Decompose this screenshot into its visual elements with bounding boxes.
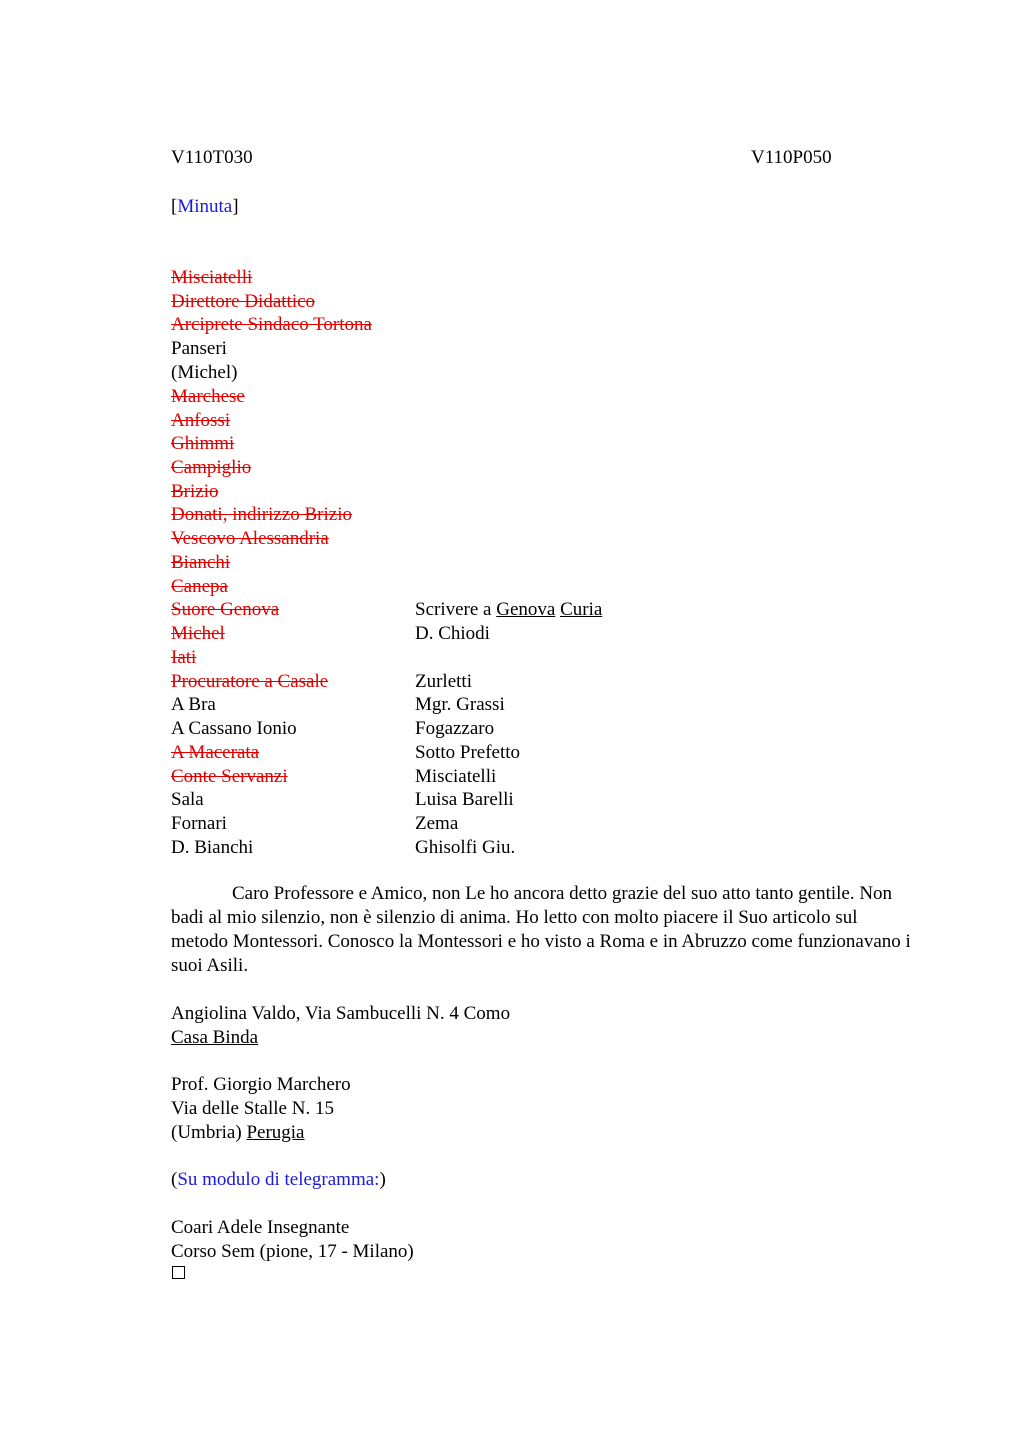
address3-line2: Corso Sem (pione, 17 - Milano) bbox=[171, 1241, 414, 1262]
name-col2-item: Zurletti bbox=[415, 671, 472, 692]
address3-line1: Coari Adele Insegnante bbox=[171, 1217, 350, 1238]
telegram-note bbox=[171, 1168, 386, 1192]
paren-close: ) bbox=[379, 1169, 386, 1190]
name-col1-item: Canepa bbox=[171, 576, 228, 597]
name-col2-item: Mgr. Grassi bbox=[415, 694, 505, 715]
name-col2-item: Zema bbox=[415, 813, 459, 834]
name-col1-item: Vescovo Alessandria bbox=[171, 528, 329, 549]
name-col2-item: Misciatelli bbox=[415, 766, 497, 787]
name-col1-item: Procuratore a Casale bbox=[171, 671, 329, 692]
address2-line2: Via delle Stalle N. 15 bbox=[171, 1098, 334, 1119]
name-col1-item: D. Bianchi bbox=[171, 837, 254, 858]
name-col2-item: Sotto Prefetto bbox=[415, 742, 521, 763]
name-col1-item: Panseri bbox=[171, 338, 227, 359]
name-col1-item: Misciatelli bbox=[171, 267, 253, 288]
address2-line1: Prof. Giorgio Marchero bbox=[171, 1074, 351, 1095]
document-code-right: V110P050 bbox=[751, 147, 832, 168]
address1-line2: Casa Binda bbox=[171, 1027, 259, 1048]
address2-region: (Umbria) bbox=[171, 1122, 242, 1143]
bracket-close: ] bbox=[232, 196, 239, 217]
name-col1-item: Iati bbox=[171, 647, 197, 668]
address1-line1: Angiolina Valdo, Via Sambucelli N. 4 Como bbox=[171, 1003, 511, 1024]
name-col1-item: A Cassano Ionio bbox=[171, 718, 297, 739]
telegram-note-text: Su modulo di telegramma: bbox=[177, 1169, 380, 1190]
name-col1-item: A Bra bbox=[171, 694, 216, 715]
name-col2-item: D. Chiodi bbox=[415, 623, 490, 644]
scrivere-curia: Curia bbox=[560, 599, 603, 620]
empty-box-icon bbox=[172, 1266, 185, 1279]
name-col1-item: A Macerata bbox=[171, 742, 260, 763]
address2-city: Perugia bbox=[246, 1122, 305, 1143]
name-col2-item: Ghisolfi Giu. bbox=[415, 837, 516, 858]
document-code-left: V110T030 bbox=[171, 147, 253, 168]
scrivere-line bbox=[415, 598, 602, 622]
name-col2-item: Luisa Barelli bbox=[415, 789, 514, 810]
minuta-label bbox=[171, 195, 239, 219]
name-col1-item: Marchese bbox=[171, 386, 245, 407]
name-col1-item: Michel bbox=[171, 623, 225, 644]
name-col1-item: (Michel) bbox=[171, 362, 238, 383]
name-col1-item: Suore Genova bbox=[171, 599, 280, 620]
name-col1-item: Direttore Didattico bbox=[171, 291, 316, 312]
minuta-text: Minuta bbox=[177, 196, 233, 217]
name-col1-item: Fornari bbox=[171, 813, 227, 834]
name-col1-item: Conte Servanzi bbox=[171, 766, 288, 787]
name-col2-item: Fogazzaro bbox=[415, 718, 495, 739]
name-col1-item: Bianchi bbox=[171, 552, 231, 573]
name-col1-item: Anfossi bbox=[171, 410, 231, 431]
name-col1-item: Ghimmi bbox=[171, 433, 235, 454]
paren-open: ( bbox=[171, 1169, 178, 1190]
name-col1-item: Donati, indirizzo Brizio bbox=[171, 504, 352, 525]
scrivere-prefix: Scrivere a bbox=[415, 599, 492, 620]
name-col1-item: Arciprete Sindaco Tortona bbox=[171, 314, 372, 335]
address2-line3 bbox=[171, 1121, 305, 1145]
name-col1-item: Campiglio bbox=[171, 457, 252, 478]
scrivere-genova: Genova bbox=[496, 599, 556, 620]
name-col1-item: Brizio bbox=[171, 481, 219, 502]
letter-body: Caro Professore e Amico, non Le ho ancora detto grazie del suo atto tanto gentile. Non badi al mio silenzio, non è silenzio di anima. Ho letto con molto piacere il Suo articolo sul metodo Montessori. Conosco la Montessori e ho visto a Roma e in Abruzzo come funzionavano i suoi Asili. bbox=[171, 883, 911, 976]
name-col1-item: Sala bbox=[171, 789, 204, 810]
bracket-open: [ bbox=[171, 196, 178, 217]
